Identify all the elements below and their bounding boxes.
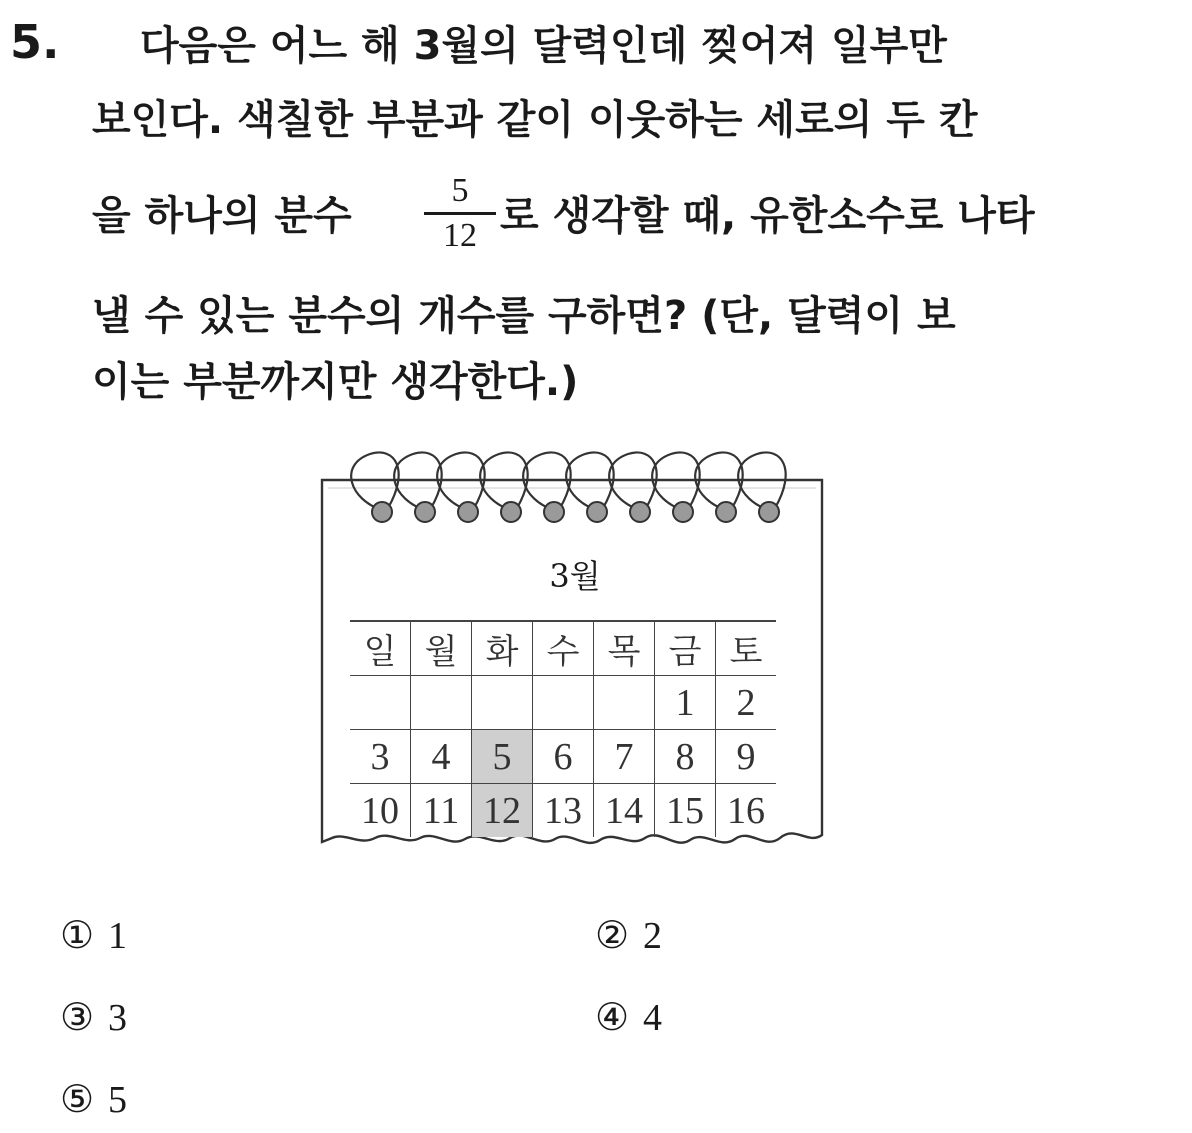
weekday-header-row bbox=[350, 621, 776, 676]
question-text-line-2: 보인다. 색칠한 부분과 같이 이웃하는 세로의 두 칸 bbox=[92, 97, 978, 143]
calendar-day-cell: 2 bbox=[716, 676, 777, 730]
weekday-thu: 목 bbox=[594, 621, 655, 676]
calendar-day-cell: 8 bbox=[655, 730, 716, 784]
weekday-sat: 토 bbox=[716, 621, 777, 676]
calendar-day-cell: 10 bbox=[350, 784, 411, 838]
spiral-hole bbox=[759, 502, 779, 522]
calendar-week-row bbox=[350, 784, 776, 838]
spiral-hole bbox=[372, 502, 392, 522]
calendar-day-cell: 13 bbox=[533, 784, 594, 838]
calendar-month-title: 3월 bbox=[549, 557, 601, 595]
spiral-hole bbox=[716, 502, 736, 522]
weekday-fri: 금 bbox=[655, 621, 716, 676]
spiral-hole bbox=[415, 502, 435, 522]
calendar-day-cell bbox=[411, 676, 472, 730]
calendar-day-cell-shaded: 5 bbox=[472, 730, 533, 784]
calendar-day-cell: 16 bbox=[716, 784, 777, 838]
choice-value: 1 bbox=[108, 915, 127, 957]
fraction-5-over-12 bbox=[420, 172, 500, 255]
calendar-day-cell bbox=[594, 676, 655, 730]
calendar-day-cell: 11 bbox=[411, 784, 472, 838]
spiral-hole bbox=[501, 502, 521, 522]
weekday-mon: 월 bbox=[411, 621, 472, 676]
weekday-tue: 화 bbox=[472, 621, 533, 676]
weekday-sun: 일 bbox=[350, 621, 411, 676]
choice-marker: ② bbox=[595, 915, 630, 957]
choice-4[interactable] bbox=[595, 994, 662, 1042]
spiral-hole bbox=[630, 502, 650, 522]
question-text-line-5: 이는 부분까지만 생각한다.) bbox=[92, 359, 579, 405]
calendar-week-row bbox=[350, 676, 776, 730]
spiral-hole bbox=[587, 502, 607, 522]
calendar-day-cell: 4 bbox=[411, 730, 472, 784]
choice-marker: ④ bbox=[595, 997, 630, 1039]
choice-3[interactable] bbox=[60, 994, 127, 1042]
calendar-day-cell-shaded: 12 bbox=[472, 784, 533, 838]
choice-marker: ③ bbox=[60, 997, 95, 1039]
calendar-day-cell: 6 bbox=[533, 730, 594, 784]
calendar-day-cell: 14 bbox=[594, 784, 655, 838]
question-text-line-3b: 로 생각할 때, 유한소수로 나타 bbox=[500, 193, 1035, 239]
choice-value: 3 bbox=[108, 997, 127, 1039]
choice-value: 5 bbox=[108, 1079, 127, 1121]
calendar-grid bbox=[350, 620, 776, 837]
calendar-day-cell: 3 bbox=[350, 730, 411, 784]
calendar-day-cell: 1 bbox=[655, 676, 716, 730]
calendar-day-cell bbox=[472, 676, 533, 730]
torn-calendar bbox=[310, 440, 840, 870]
calendar-day-cell: 7 bbox=[594, 730, 655, 784]
choice-value: 4 bbox=[643, 997, 662, 1039]
spiral-hole bbox=[458, 502, 478, 522]
question-number: 5. bbox=[10, 15, 60, 69]
choice-marker: ⑤ bbox=[60, 1079, 95, 1121]
choice-5[interactable] bbox=[60, 1076, 127, 1124]
fraction-numerator: 5 bbox=[451, 172, 469, 209]
spiral-hole bbox=[673, 502, 693, 522]
weekday-wed: 수 bbox=[533, 621, 594, 676]
calendar-day-cell bbox=[350, 676, 411, 730]
fraction-bar bbox=[424, 212, 496, 215]
calendar-week-row bbox=[350, 730, 776, 784]
question-text-line-4: 낼 수 있는 분수의 개수를 구하면? (단, 달력이 보 bbox=[92, 293, 956, 339]
choice-1[interactable] bbox=[60, 912, 127, 960]
calendar-day-cell: 9 bbox=[716, 730, 777, 784]
calendar-day-cell bbox=[533, 676, 594, 730]
question-text-line-1: 다음은 어느 해 3월의 달력인데 찢어져 일부만 bbox=[140, 23, 947, 69]
choice-2[interactable] bbox=[595, 912, 662, 960]
fraction-denominator: 12 bbox=[443, 217, 477, 254]
calendar-day-cell: 15 bbox=[655, 784, 716, 838]
choice-marker: ① bbox=[60, 915, 95, 957]
question-text-line-3a: 을 하나의 분수 bbox=[92, 193, 352, 239]
spiral-hole bbox=[544, 502, 564, 522]
choice-value: 2 bbox=[643, 915, 662, 957]
